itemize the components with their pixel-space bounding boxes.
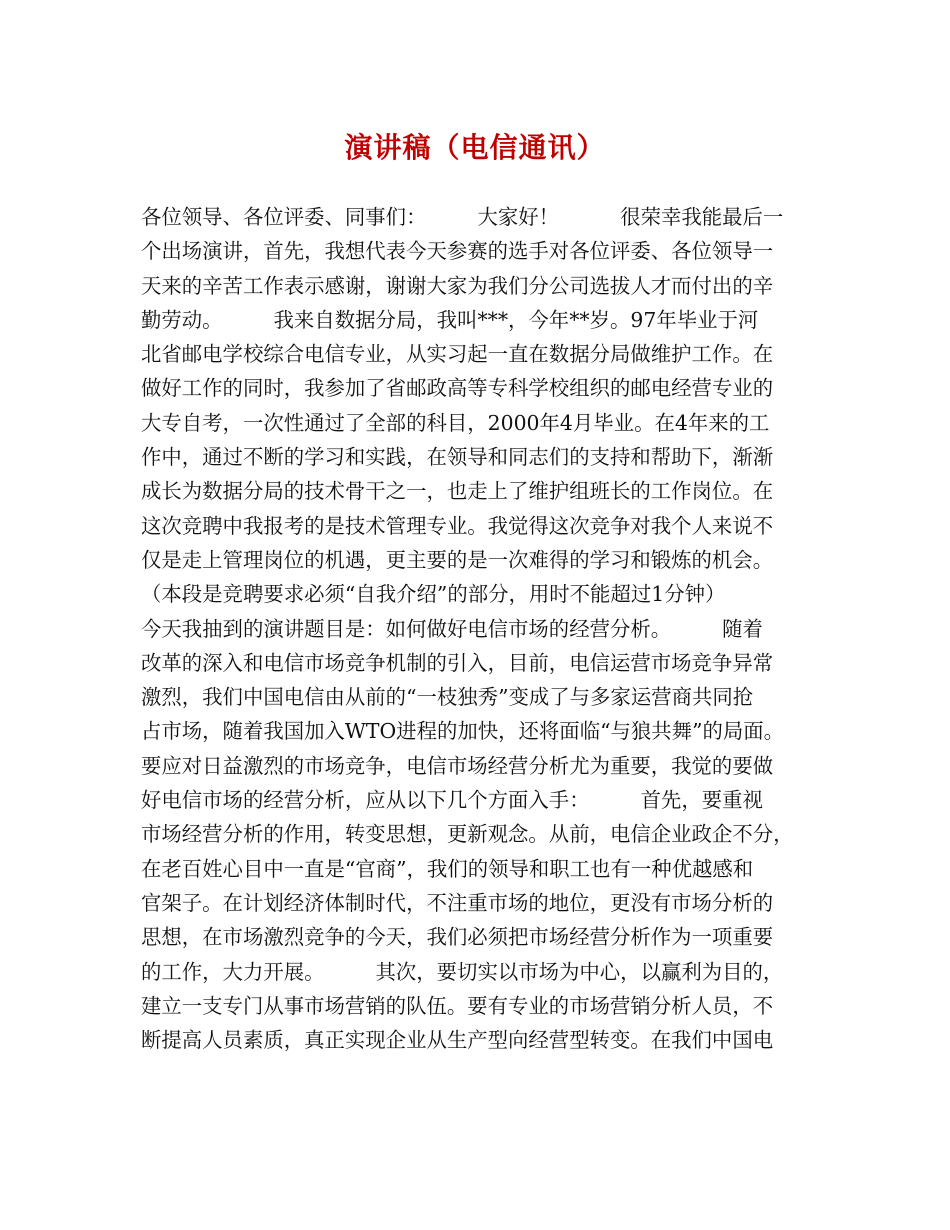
body-line: 仅是走上管理岗位的机遇，更主要的是一次难得的学习和锻炼的机会。: [141, 547, 774, 572]
body-line: 建立一支专门从事市场营销的队伍。要有专业的市场营销分析人员，不: [141, 993, 774, 1018]
body-line: （本段是竞聘要求必须“自我介绍”的部分，用时不能超过1分钟）: [141, 582, 726, 607]
body-line: 成长为数据分局的技术骨干之一，也走上了维护组班长的工作岗位。在: [141, 479, 774, 504]
body-line: 要应对日益激烈的市场竞争，电信市场经营分析尤为重要，我觉的要做: [141, 753, 774, 778]
body-line: 好电信市场的经营分析，应从以下几个方面入手： 首先，要重视: [141, 788, 763, 813]
body-line: 天来的辛苦工作表示感谢，谢谢大家为我们分公司选拔人才而付出的辛: [141, 273, 774, 298]
body-line: 勤劳动。 我来自数据分局，我叫***，今年**岁。97年毕业于河: [141, 307, 759, 332]
document-title: 演讲稿（电信通讯）: [344, 131, 606, 164]
body-line: 市场经营分析的作用，转变思想，更新观念。从前，电信企业政企不分，: [141, 822, 794, 847]
document-body: [141, 200, 821, 1057]
body-line: 个出场演讲，首先，我想代表今天参赛的选手对各位评委、各位领导一: [141, 239, 774, 264]
body-line: 北省邮电学校综合电信专业，从实习起一直在数据分局做维护工作。在: [141, 342, 774, 367]
body-line: 做好工作的同时，我参加了省邮政高等专科学校组织的邮电经营专业的: [141, 376, 774, 401]
body-line: 激烈，我们中国电信由从前的“一枝独秀”变成了与多家运营商共同抢: [141, 685, 754, 710]
body-line: 这次竞聘中我报考的是技术管理专业。我觉得这次竞争对我个人来说不: [141, 513, 774, 538]
body-line: 断提高人员素质，真正实现企业从生产型向经营型转变。在我们中国电: [141, 1028, 774, 1053]
body-line: 改革的深入和电信市场竞争机制的引入，目前，电信运营市场竞争异常: [141, 650, 774, 675]
body-line: 的工作，大力开展。 其次，要切实以市场为中心，以赢利为目的，: [141, 959, 784, 984]
body-line: 大专自考，一次性通过了全部的科目，2000年4月毕业。在4年来的工: [141, 410, 770, 435]
body-line: 今天我抽到的演讲题目是：如何做好电信市场的经营分析。 随着: [141, 616, 763, 641]
body-line: 在老百姓心目中一直是“官商”，我们的领导和职工也有一种优越感和: [141, 856, 754, 881]
body-line: 占市场，随着我国加入WTO进程的加快，还将面临“与狼共舞”的局面。: [141, 719, 785, 744]
body-line: 思想，在市场激烈竞争的今天，我们必须把市场经营分析作为一项重要: [141, 925, 774, 950]
body-line: 作中，通过不断的学习和实践，在领导和同志们的支持和帮助下，渐渐: [141, 445, 774, 470]
body-line: 各位领导、各位评委、同事们： 大家好！ 很荣幸我能最后一: [141, 205, 784, 229]
body-line: 官架子。在计划经济体制时代，不注重市场的地位，更没有市场分析的: [141, 890, 774, 915]
